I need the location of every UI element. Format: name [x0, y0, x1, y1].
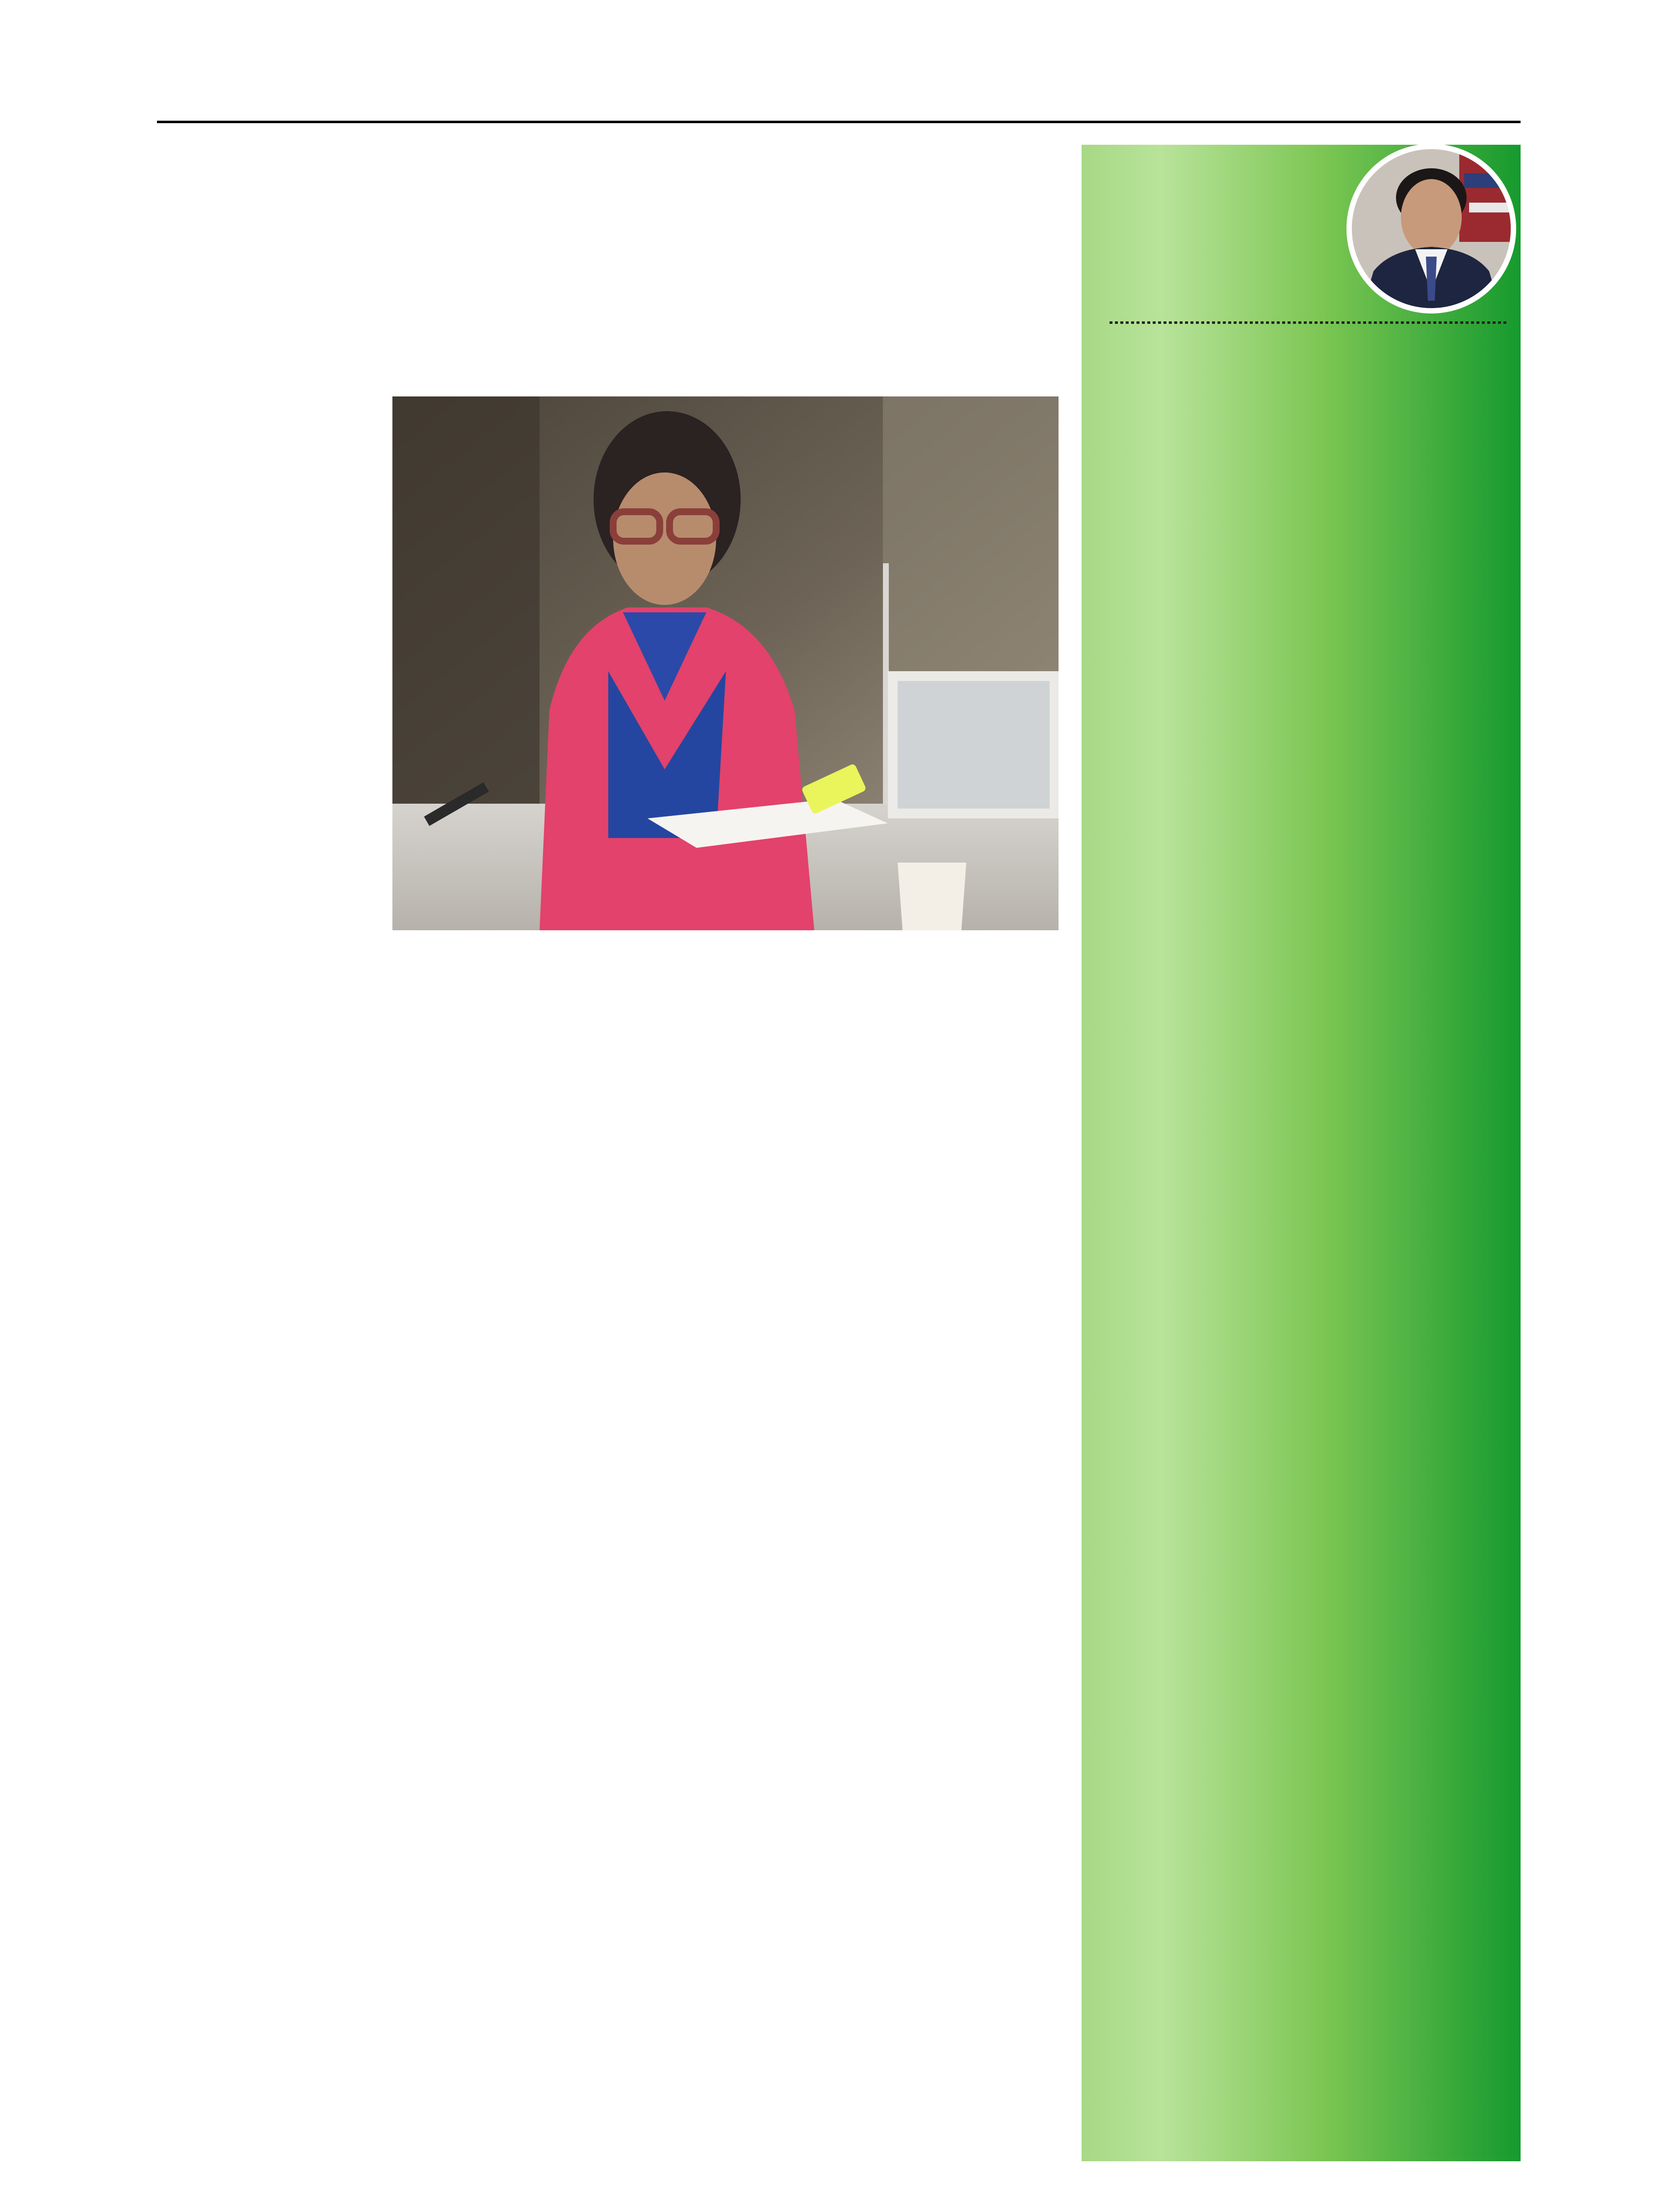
- opinion-divider: [1110, 321, 1508, 324]
- article-photo: [392, 396, 1059, 930]
- opinion-sidebar: [1082, 145, 1521, 2161]
- header-rule: [157, 121, 1521, 123]
- author-portrait-image: [1346, 144, 1516, 314]
- deputy-portrait-image: [392, 396, 1059, 930]
- author-avatar: [1346, 144, 1516, 314]
